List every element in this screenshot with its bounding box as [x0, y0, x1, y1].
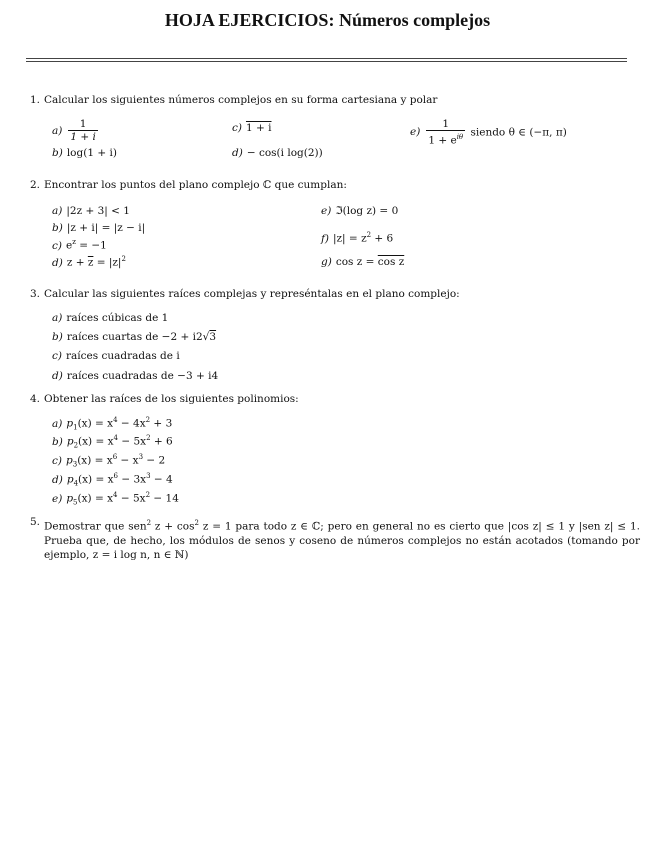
- item-1a: a) $\frac{1}{1 + i}$: [52, 118, 96, 143]
- title-rule-bottom: [26, 61, 627, 62]
- exercise-number: 5.: [30, 516, 41, 528]
- item-3b: b) raíces cuartas de −2 + i2√3: [52, 331, 217, 343]
- item-3a: a) raíces cúbicas de 1: [52, 312, 169, 324]
- exercise-statement: Encontrar los puntos del plano complejo ℂ que cumplan:: [44, 179, 347, 191]
- item-4d: d) $p_4(x) = x^6 - 3x^3 - 4$: [52, 472, 173, 488]
- item-2e: e) ℑ(log z) = 0: [321, 205, 399, 217]
- item-2a: a) |2z + 3| < 1: [52, 205, 130, 217]
- exercise-number: 4.: [30, 393, 41, 405]
- item-2f: f) $|z| = z^2 + 6$: [321, 231, 394, 245]
- fraction: $\frac{1}{1 + e^{i\theta}}$: [428, 118, 464, 147]
- page-title: HOJA EJERCICIOS: Números complejos: [164, 10, 491, 30]
- exercise-statement: Calcular los siguientes números complejos en su forma cartesiana y polar: [44, 94, 438, 106]
- exercise-number: 2.: [30, 179, 41, 191]
- title-rule-top: [26, 58, 627, 59]
- item-3d: d) raíces cuadradas de −3 + i4: [52, 370, 219, 382]
- item-4c: c) $p_3(x) = x^6 - x^3 - 2$: [52, 453, 166, 469]
- exercise-number: 3.: [30, 288, 41, 300]
- exercise-statement: Obtener las raíces de los siguientes polinomios:: [44, 393, 299, 405]
- item-2g: g) cos z = cos z: [321, 256, 405, 268]
- exercise-statement: Calcular las siguientes raíces complejas y represéntalas en el plano complejo:: [44, 288, 460, 300]
- exercise-number: 1.: [30, 94, 41, 106]
- item-2d: d) $z + \overline{z} = |z|^2$: [52, 255, 126, 269]
- item-4e: e) $p_5(x) = x^4 - 5x^2 - 14$: [52, 491, 179, 507]
- fraction: $\frac{1}{1 + i}$: [70, 118, 96, 143]
- item-4b: b) $p_2(x) = x^4 - 5x^2 + 6$: [52, 434, 173, 450]
- exercise-statement: Demostrar que sen$^2$ $z + \cos^2 z = 1$ para todo z ∈ ℂ; pero en general no es cierto que |cos z| ≤ 1 y |sen z| ≤ 1. Prueba que, de hecho, los módulos de senos y coseno de números complejos no están acotados (tomando por ejemplo, z = i log n, n ∈ ℕ): [44, 519, 640, 561]
- item-1d: d) − cos(i log(2)): [232, 147, 323, 159]
- item-4a: a) $p_1(x) = x^4 - 4x^2 + 3$: [52, 416, 173, 432]
- item-1e: e) $\frac{1}{1 + e^{i\theta}}$ siendo θ ∈ (−π, π): [410, 118, 567, 147]
- item-1b: b) log(1 + i): [52, 147, 117, 159]
- item-2c: c) $e^z = -1$: [52, 238, 107, 252]
- item-3c: c) raíces cuadradas de i: [52, 350, 180, 362]
- item-1c: c) 1 + i: [232, 122, 272, 134]
- item-2b: b) |z + i| = |z − i|: [52, 222, 146, 234]
